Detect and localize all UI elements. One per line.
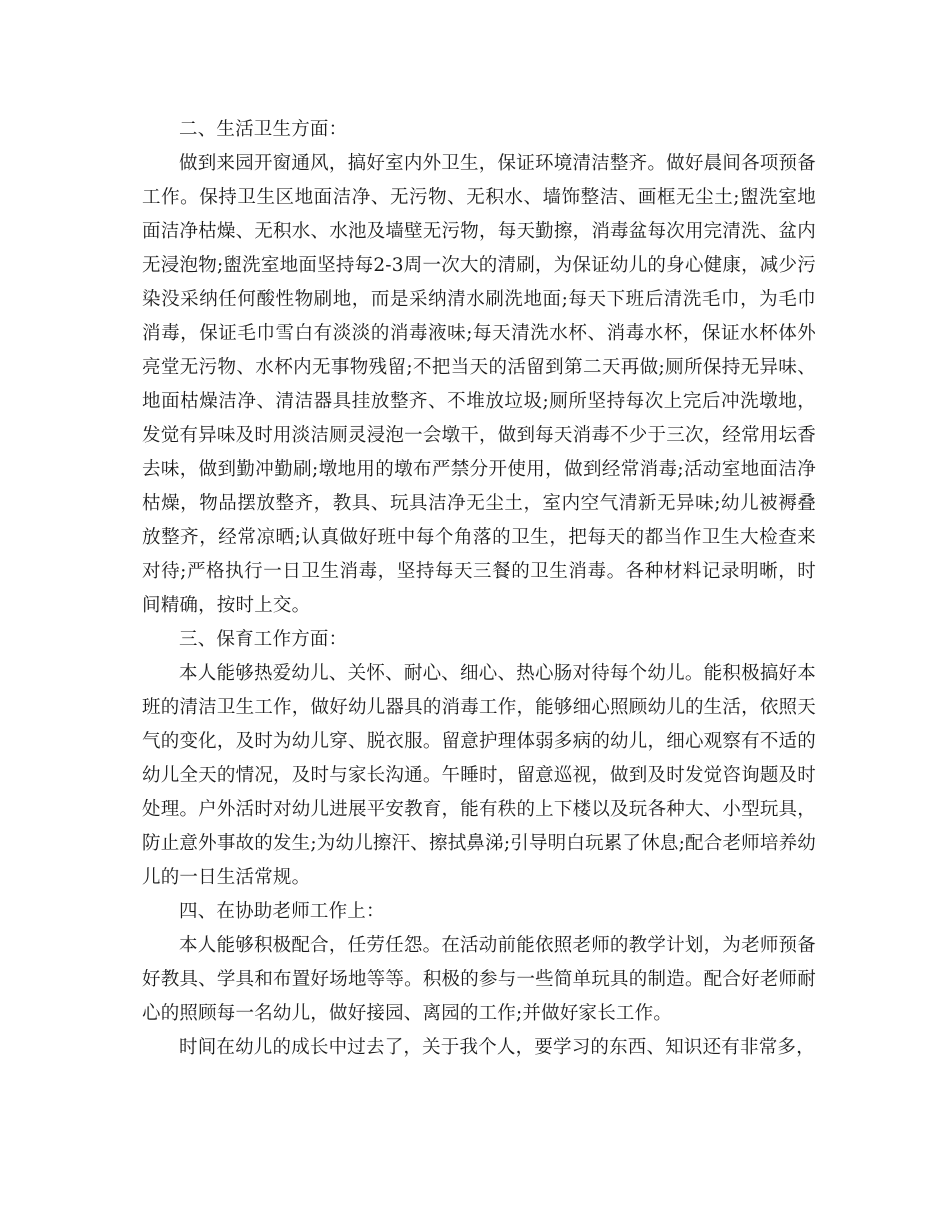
paragraph-hygiene: 做到来园开窗通风，搞好室内外卫生，保证环境清洁整齐。做好晨间各项预备工作。保持卫生区地面洁净、无污物、无积水、墙饰整洁、画框无尘土;盥洗室地面洁净枯燥、无积水、水池及墙壁无污物，每天勤擦，消毒盆每次用完清洗、盆内无浸泡物;盥洗室地面坚持每2-3周一次大的清刷，为保证幼儿的身心健康，减少污染没采纳任何酸性物刷地，而是采纳清水刷洗地面;每天下班后清洗毛巾，为毛巾消毒，保证毛巾雪白有淡淡的消毒液味;每天清洗水杯、消毒水杯，保证水杯体外亮堂无污物、水杯内无事物残留;不把当天的活留到第二天再做;厕所保持无异味、地面枯燥洁净、清洁器具挂放整齐、不堆放垃圾;厕所坚持每次上完后冲洗墩地，发觉有异味及时用淡洁厕灵浸泡一会墩干，做到每天消毒不少于三次，经常用坛香去味，做到勤冲勤刷;墩地用的墩布严禁分开使用，做到经常消毒;活动室地面洁净枯燥，物品摆放整齐，教具、玩具洁净无尘土，室内空气清新无异味;幼儿被褥叠放整齐，经常凉晒;认真做好班中每个角落的卫生，把每天的都当作卫生大检查来对待;严格执行一日卫生消毒，坚持每天三餐的卫生消毒。各种材料记录明晰，时间精确，按时上交。 (142, 153, 816, 616)
paragraph-assist: 本人能够积极配合，任劳任怨。在活动前能依照老师的教学计划，为老师预备好教具、学具和布置好场地等等。积极的参与一些简单玩具的制造。配合好老师耐心的照顾每一名幼儿，做好接园、离园的工作;并做好家长工作。 (142, 935, 816, 1024)
paragraph-closing: 时间在幼儿的成长中过去了，关于我个人，要学习的东西、知识还有非常多， (179, 1037, 815, 1058)
section-heading-care: 三、保育工作方面： (179, 629, 348, 650)
section-heading-hygiene: 二、生活卫生方面： (179, 119, 348, 140)
paragraph-care: 本人能够热爱幼儿、关怀、耐心、细心、热心肠对待每个幼儿。能积极搞好本班的清洁卫生工作，做好幼儿器具的消毒工作，能够细心照顾幼儿的生活，依照天气的变化，及时为幼儿穿、脱衣服。留意护理体弱多病的幼儿，细心观察有不适的幼儿全天的情况，及时与家长沟通。午睡时，留意巡视，做到及时发觉咨询题及时处理。户外活时对幼儿进展平安教育，能有秩的上下楼以及玩各种大、小型玩具，防止意外事故的发生;为幼儿擦汗、擦拭鼻涕;引导明白玩累了休息;配合老师培养幼儿的一日生活常规。 (142, 663, 816, 888)
section-heading-assist: 四、在协助老师工作上： (179, 901, 385, 922)
document-body (142, 113, 816, 1065)
